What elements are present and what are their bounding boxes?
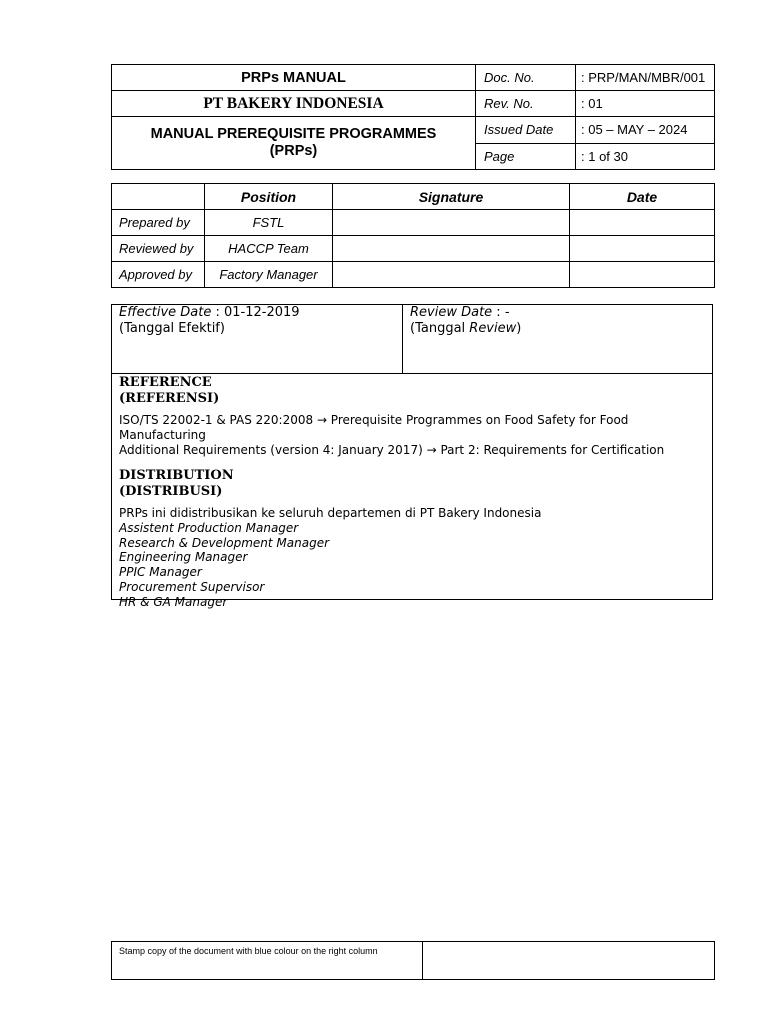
signature-cell xyxy=(333,236,570,262)
issued-date-label: Issued Date xyxy=(476,117,576,144)
stamp-area xyxy=(423,942,715,980)
effective-date-label: Effective Date xyxy=(119,305,212,320)
role-cell: Reviewed by xyxy=(112,236,205,262)
table-row xyxy=(112,210,715,236)
effective-date-translation: (Tanggal Efektif) xyxy=(119,321,225,336)
position-cell: HACCP Team xyxy=(205,236,333,262)
role-cell: Prepared by xyxy=(112,210,205,236)
reference-distribution-section xyxy=(119,375,709,609)
page-label: Page xyxy=(476,143,576,170)
stamp-footer-table xyxy=(111,941,715,980)
stamp-instruction: Stamp copy of the document with blue colour on the right column xyxy=(112,942,423,980)
review-date-label: Review Date xyxy=(410,305,493,320)
date-cell xyxy=(570,262,715,288)
manual-title: PRPs MANUAL xyxy=(112,65,476,91)
page-value: : 1 of 30 xyxy=(576,143,715,170)
issued-date-value: : 05 – MAY – 2024 xyxy=(576,117,715,144)
distribution-heading-translation: (DISTRIBUSI) xyxy=(119,484,223,499)
date-cell xyxy=(570,236,715,262)
approval-signature-table xyxy=(111,183,715,288)
review-date-translation-italic: Review xyxy=(469,321,517,336)
reference-text-line2: Additional Requirements (version 4: January 2017) → Part 2: Requirements for Certification xyxy=(119,443,665,457)
role-cell: Approved by xyxy=(112,262,205,288)
effective-date-cell xyxy=(112,305,403,374)
review-date-translation-prefix: (Tanggal xyxy=(410,321,470,336)
list-item: Research & Development Manager xyxy=(119,535,330,550)
reference-text-line1: ISO/TS 22002-1 & PAS 220:2008 → Prerequisite Programmes on Food Safety for Food Manufacturing xyxy=(119,413,629,442)
table-row xyxy=(112,236,715,262)
rev-no-label: Rev. No. xyxy=(476,91,576,117)
reference-heading-translation: (REFERENSI) xyxy=(119,391,220,406)
signature-column-header: Signature xyxy=(333,184,570,210)
list-item: Procurement Supervisor xyxy=(119,579,265,594)
manual-full-title-line1: MANUAL PREREQUISITE PROGRAMMES xyxy=(150,126,437,142)
review-date-value: : - xyxy=(492,305,510,320)
signature-cell xyxy=(333,210,570,236)
document-header-table xyxy=(111,64,715,170)
manual-full-title-line2: (PRPs) xyxy=(269,143,318,159)
role-header-cell xyxy=(112,184,205,210)
position-column-header: Position xyxy=(205,184,333,210)
company-name: PT BAKERY INDONESIA xyxy=(112,91,476,117)
doc-no-label: Doc. No. xyxy=(476,65,576,91)
position-cell: FSTL xyxy=(205,210,333,236)
list-item: PPIC Manager xyxy=(119,565,202,580)
doc-no-value: : PRP/MAN/MBR/001 xyxy=(576,65,715,91)
distribution-intro: PRPs ini didistribusikan ke seluruh departemen di PT Bakery Indonesia xyxy=(119,506,542,520)
document-info-box xyxy=(111,304,713,609)
review-date-translation xyxy=(410,321,712,337)
review-date-translation-suffix: ) xyxy=(516,321,522,336)
reference-heading: REFERENCE xyxy=(119,375,212,390)
list-item: Engineering Manager xyxy=(119,550,248,565)
review-date-cell xyxy=(403,305,712,374)
manual-full-title xyxy=(112,117,476,170)
effective-date-value: : 01-12-2019 xyxy=(211,305,300,320)
list-item: Assistent Production Manager xyxy=(119,521,299,535)
signature-cell xyxy=(333,262,570,288)
distribution-heading: DISTRIBUTION xyxy=(119,468,234,483)
date-column-header: Date xyxy=(570,184,715,210)
list-item: HR & GA Manager xyxy=(119,594,228,609)
table-row xyxy=(112,262,715,288)
date-cell xyxy=(570,210,715,236)
position-cell: Factory Manager xyxy=(205,262,333,288)
rev-no-value: : 01 xyxy=(576,91,715,117)
